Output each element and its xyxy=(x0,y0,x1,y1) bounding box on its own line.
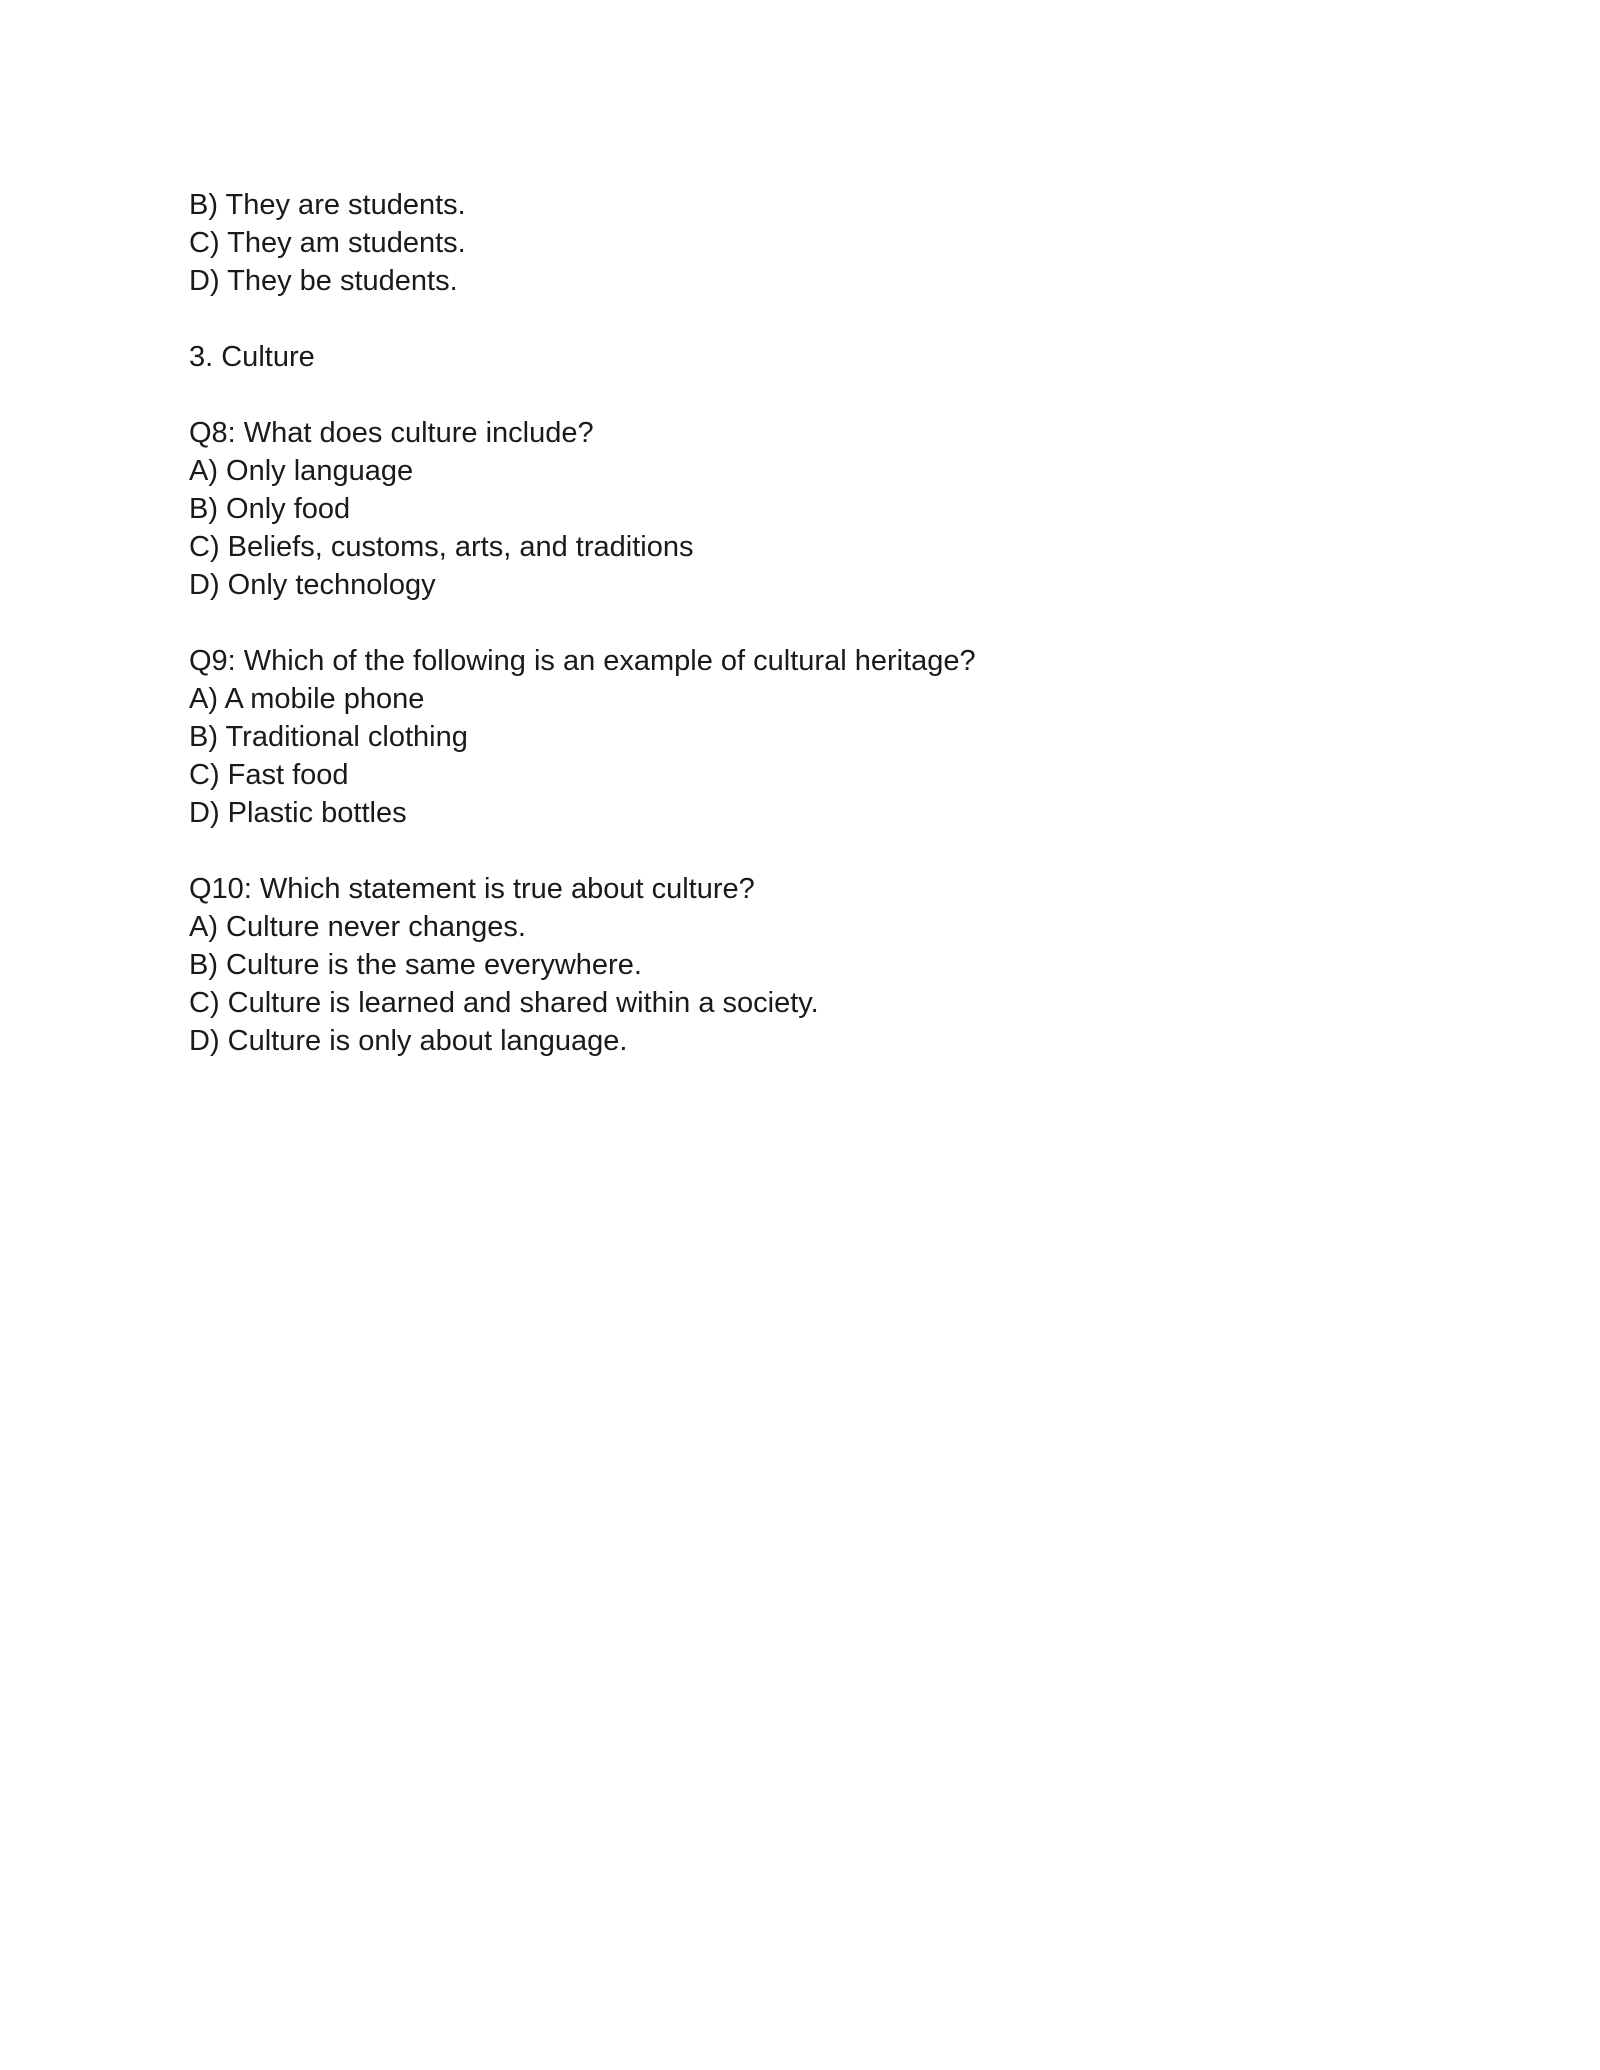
question-text: Q10: Which statement is true about culture? xyxy=(189,873,755,905)
question-text: Q9: Which of the following is an example of cultural heritage? xyxy=(189,645,976,677)
answer-option: B) Only food xyxy=(189,493,351,525)
spacer xyxy=(189,300,1389,338)
document-page xyxy=(189,186,1389,1060)
answer-option: D) Culture is only about language. xyxy=(189,1025,628,1057)
answer-option: D) They be students. xyxy=(189,265,458,297)
answer-option: C) Beliefs, customs, arts, and traditions xyxy=(189,531,694,563)
answer-option: C) They am students. xyxy=(189,227,466,259)
answer-option: C) Fast food xyxy=(189,759,349,791)
answer-option: D) Plastic bottles xyxy=(189,797,407,829)
answer-option: C) Culture is learned and shared within a society. xyxy=(189,987,819,1019)
answer-option: B) Traditional clothing xyxy=(189,721,468,753)
answer-option: B) They are students. xyxy=(189,189,466,221)
spacer xyxy=(189,832,1389,870)
answer-option: A) Only language xyxy=(189,455,414,487)
answer-option: A) Culture never changes. xyxy=(189,911,526,943)
answer-option: B) Culture is the same everywhere. xyxy=(189,949,642,981)
answer-option: D) Only technology xyxy=(189,569,436,601)
spacer xyxy=(189,376,1389,414)
question-text: Q8: What does culture include? xyxy=(189,417,594,449)
spacer xyxy=(189,604,1389,642)
section-heading: 3. Culture xyxy=(189,341,315,373)
answer-option: A) A mobile phone xyxy=(189,683,425,715)
